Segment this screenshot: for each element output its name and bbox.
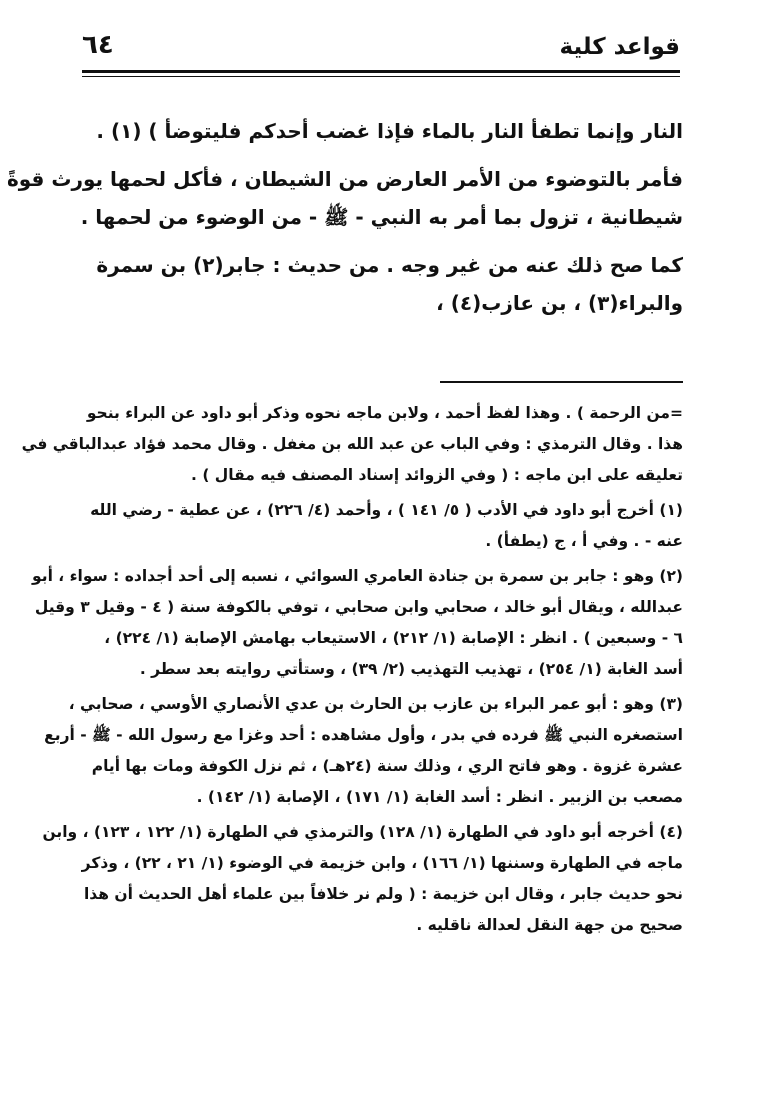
- header-rule-thin: [82, 76, 680, 77]
- header-title: قواعد كلية: [559, 34, 680, 60]
- footnotes: [21, 398, 683, 945]
- footnote-line: مصعب بن الزبير . انظر : أسد الغابة (١/ ١٧١) ، الإصابة (١/ ١٤٢) .: [196, 788, 683, 806]
- page-number: ٦٤: [82, 30, 114, 60]
- main-line: كما صح ذلك عنه من غير وجه . من حديث : جابر(٢) بن سمرة: [96, 253, 683, 277]
- footnote-line: أسد الغابة (١/ ٢٥٤) ، تهذيب التهذيب (٢/ ٣٩) ، وستأتي روايته بعد سطر .: [139, 660, 683, 678]
- footnote-continuation: [21, 398, 683, 491]
- footnote-2: [32, 561, 683, 685]
- footnote-line: عبدالله ، ويقال أبو خالد ، صحابي وابن صحابي ، توفي بالكوفة سنة ( ٤ - وقيل ٣ وقيل: [34, 598, 683, 616]
- footnote-line: (٣) وهو : أبو عمر البراء بن عازب بن الحارث بن عدي الأنصاري الأوسي ، صحابي ،: [68, 695, 683, 713]
- main-line: شيطانية ، تزول بما أمر به النبي - ﷺ - من الوضوء من لحمها .: [80, 205, 683, 229]
- footnote-4: [42, 817, 683, 941]
- footnote-line: نحو حديث جابر ، وقال ابن خزيمة : ( ولم نر خلافاً بين علماء أهل الحديث أن هذا: [83, 885, 683, 903]
- footnote-separator: [440, 381, 683, 383]
- footnote-3: [44, 689, 683, 813]
- main-line: فأمر بالتوضوء من الأمر العارض من الشيطان ، فأكل لحمها يورث قوةً: [6, 167, 683, 191]
- footnote-line: عنه - . وفي أ ، ج (يطفأ) .: [485, 532, 683, 550]
- footnote-line: (٤) أخرجه أبو داود في الطهارة (١/ ١٢٨) والترمذي في الطهارة (١/ ١٢٢ ، ١٢٣) ، وابن: [42, 823, 683, 841]
- main-text: [6, 112, 683, 322]
- footnote-1: [78, 495, 683, 557]
- footnote-line: (٢) وهو : جابر بن سمرة بن جنادة العامري السوائي ، نسبه إلى أحد أجداده : سواء ، أبو: [32, 567, 683, 585]
- footnote-line: ماجه في الطهارة وسننها (١/ ١٦٦) ، وابن خزيمة في الوضوء (١/ ٢١ ، ٢٢) ، وذكر: [81, 854, 683, 872]
- footnote-line: =من الرحمة ) . وهذا لفظ أحمد ، ولابن ماجه نحوه وذكر أبو داود عن البراء بنحو: [86, 404, 683, 422]
- footnote-line: هذا . وقال الترمذي : وفي الباب عن عبد الله بن مغفل . وقال محمد فؤاد عبدالباقي في: [21, 435, 683, 453]
- footnote-line: ٦ - وسبعين ) . انظر : الإصابة (١/ ٢١٢) ، الاستيعاب بهامش الإصابة (١/ ٢٢٤) ،: [104, 629, 683, 647]
- footnote-line: تعليقه على ابن ماجه : ( وفي الزوائد إسناد المصنف فيه مقال ) .: [191, 466, 683, 484]
- footnote-line: (١) أخرج أبو داود في الأدب ( ٥/ ١٤١ ) ، وأحمد (٤/ ٢٢٦) ، عن عطية - رضي الله: [90, 501, 683, 519]
- main-line: النار وإنما تطفأ النار بالماء فإذا غضب أحدكم فليتوضأ ) (١) .: [96, 119, 683, 143]
- footnote-line: عشرة غزوة . وهو فاتح الري ، وذلك سنة (٢٤هـ) ، ثم نزل الكوفة ومات بها أيام: [91, 757, 683, 775]
- main-line: والبراء(٣) ، بن عازب(٤) ،: [436, 291, 683, 315]
- header-rule-thick: [82, 70, 680, 73]
- footnote-line: صحيح من جهة النقل لعدالة ناقليه .: [416, 916, 683, 934]
- running-header: [82, 30, 680, 70]
- footnote-line: استصغره النبي ﷺ فرده في بدر ، وأول مشاهده : أحد وغزا مع رسول الله - ﷺ - أربع: [44, 726, 683, 744]
